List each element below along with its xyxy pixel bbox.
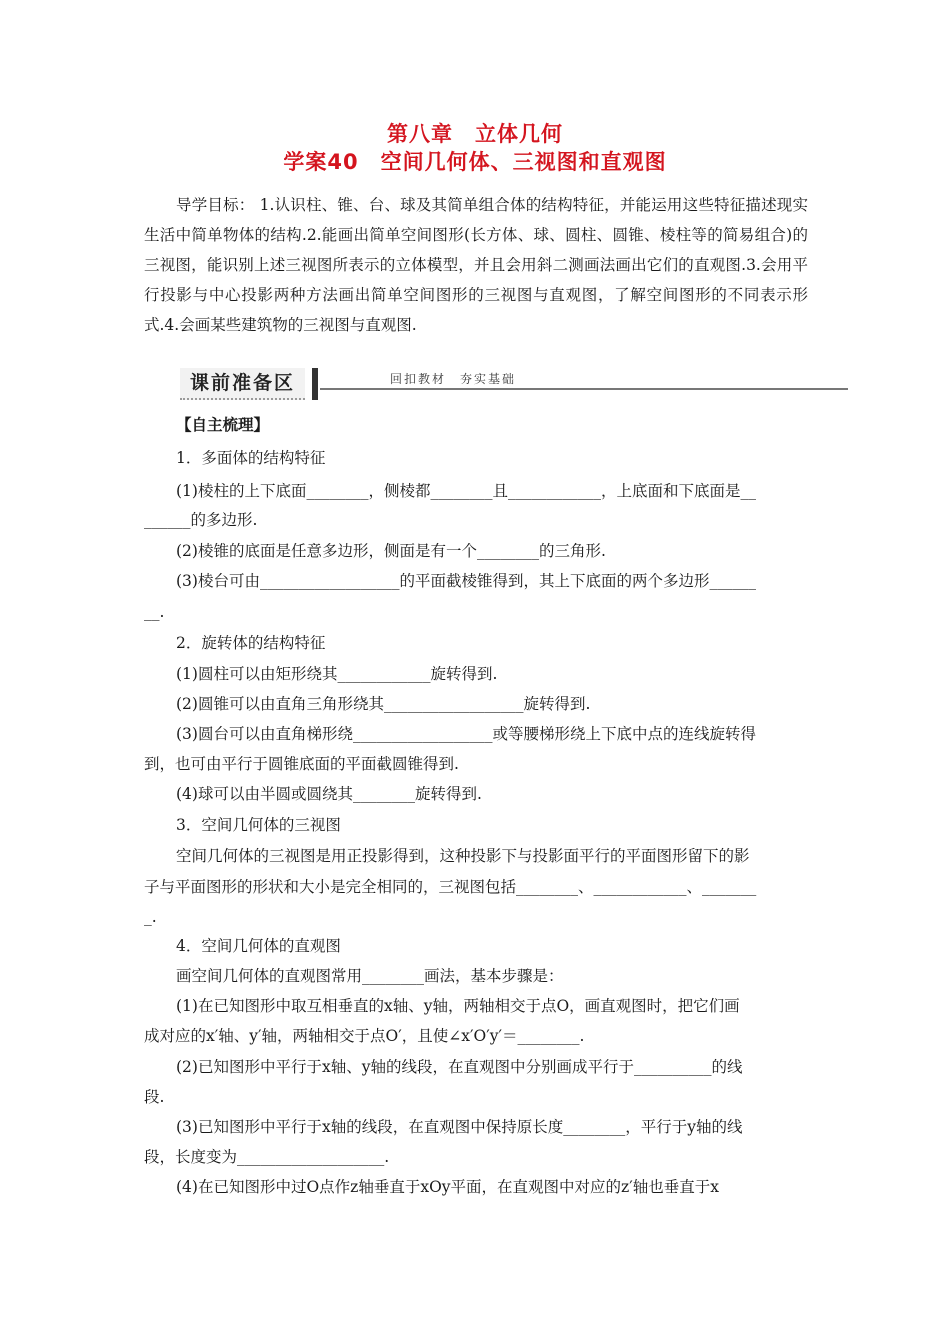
text-line: 空间几何体的三视图是用正投影得到，这种投影下与投影面平行的平面图形留下的影 <box>176 847 750 865</box>
text-line: ______的多边形. <box>144 511 258 529</box>
objectives-label: 导学目标： <box>176 196 255 214</box>
text-line: (4)球可以由半圆或圆绕其________旋转得到. <box>176 785 482 803</box>
subsection-heading: 【自主梳理】 <box>176 415 270 434</box>
text-line: 4．空间几何体的直观图 <box>176 937 341 955</box>
text-line: (1)棱柱的上下底面________，侧棱都________且____________，上底面和下底面是__ <box>176 482 756 500</box>
section-subtitle: 回扣教材 夯实基础 <box>390 372 517 386</box>
text-line: (1)在已知图形中取互相垂直的x轴、y轴，两轴相交于点O，画直观图时，把它们画 <box>176 997 740 1015</box>
text-line: 子与平面图形的形状和大小是完全相同的，三视图包括________、____________、_______ <box>144 878 757 896</box>
section-title: 课前准备区 <box>180 368 305 400</box>
learning-objectives <box>144 190 808 340</box>
text-line: 段. <box>144 1088 165 1106</box>
text-line: (2)棱锥的底面是任意多边形，侧面是有一个________的三角形. <box>176 542 606 560</box>
text-line: 3．空间几何体的三视图 <box>176 816 341 834</box>
text-line: _. <box>144 908 157 926</box>
section-banner <box>180 366 848 400</box>
text-line: __. <box>144 603 165 621</box>
text-line: 到，也可由平行于圆锥底面的平面截圆锥得到. <box>144 755 459 773</box>
text-line: (2)已知图形中平行于x轴、y轴的线段，在直观图中分别画成平行于__________的线 <box>176 1058 743 1076</box>
text-line: (2)圆锥可以由直角三角形绕其__________________旋转得到. <box>176 695 591 713</box>
section-rule <box>320 388 848 390</box>
text-line: 成对应的x′轴、y′轴，两轴相交于点O′，且使∠x′O′y′＝________. <box>144 1027 585 1045</box>
text-line: 画空间几何体的直观图常用________画法，基本步骤是： <box>176 967 564 985</box>
text-line: 1．多面体的结构特征 <box>176 449 326 467</box>
section-divider-mark <box>312 368 318 400</box>
objectives-text: 1.认识柱、锥、台、球及其简单组合体的结构特征，并能运用这些特征描述现实生活中简单物体的结构.2.能画出简单空间图形(长方体、球、圆柱、圆锥、棱柱等的简易组合)的三视图，能识别上述三视图所表示的立体模型，并且会用斜二测画法画出它们的直观图.3.会用平行投影与中心投影两种方法画出简单空间图形的三视图与直观图，了解空间图形的不同表示形式.4.会画某些建筑物的三视图与直观图. <box>144 196 808 334</box>
chapter-title: 第八章 立体几何 <box>387 122 563 146</box>
text-line: (3)棱台可由__________________的平面截棱锥得到，其上下底面的两个多边形______ <box>176 572 756 590</box>
text-line: 2．旋转体的结构特征 <box>176 634 326 652</box>
text-line: (3)已知图形中平行于x轴的线段，在直观图中保持原长度________，平行于y轴的线 <box>176 1118 743 1136</box>
text-line: (1)圆柱可以由矩形绕其____________旋转得到. <box>176 665 498 683</box>
lesson-title: 学案40 空间几何体、三视图和直观图 <box>283 150 667 174</box>
text-line: 段，长度变为___________________. <box>144 1148 390 1166</box>
text-line: (3)圆台可以由直角梯形绕__________________或等腰梯形绕上下底中点的连线旋转得 <box>176 725 756 743</box>
text-line: (4)在已知图形中过O点作z轴垂直于xOy平面，在直观图中对应的z′轴也垂直于x <box>176 1178 719 1196</box>
